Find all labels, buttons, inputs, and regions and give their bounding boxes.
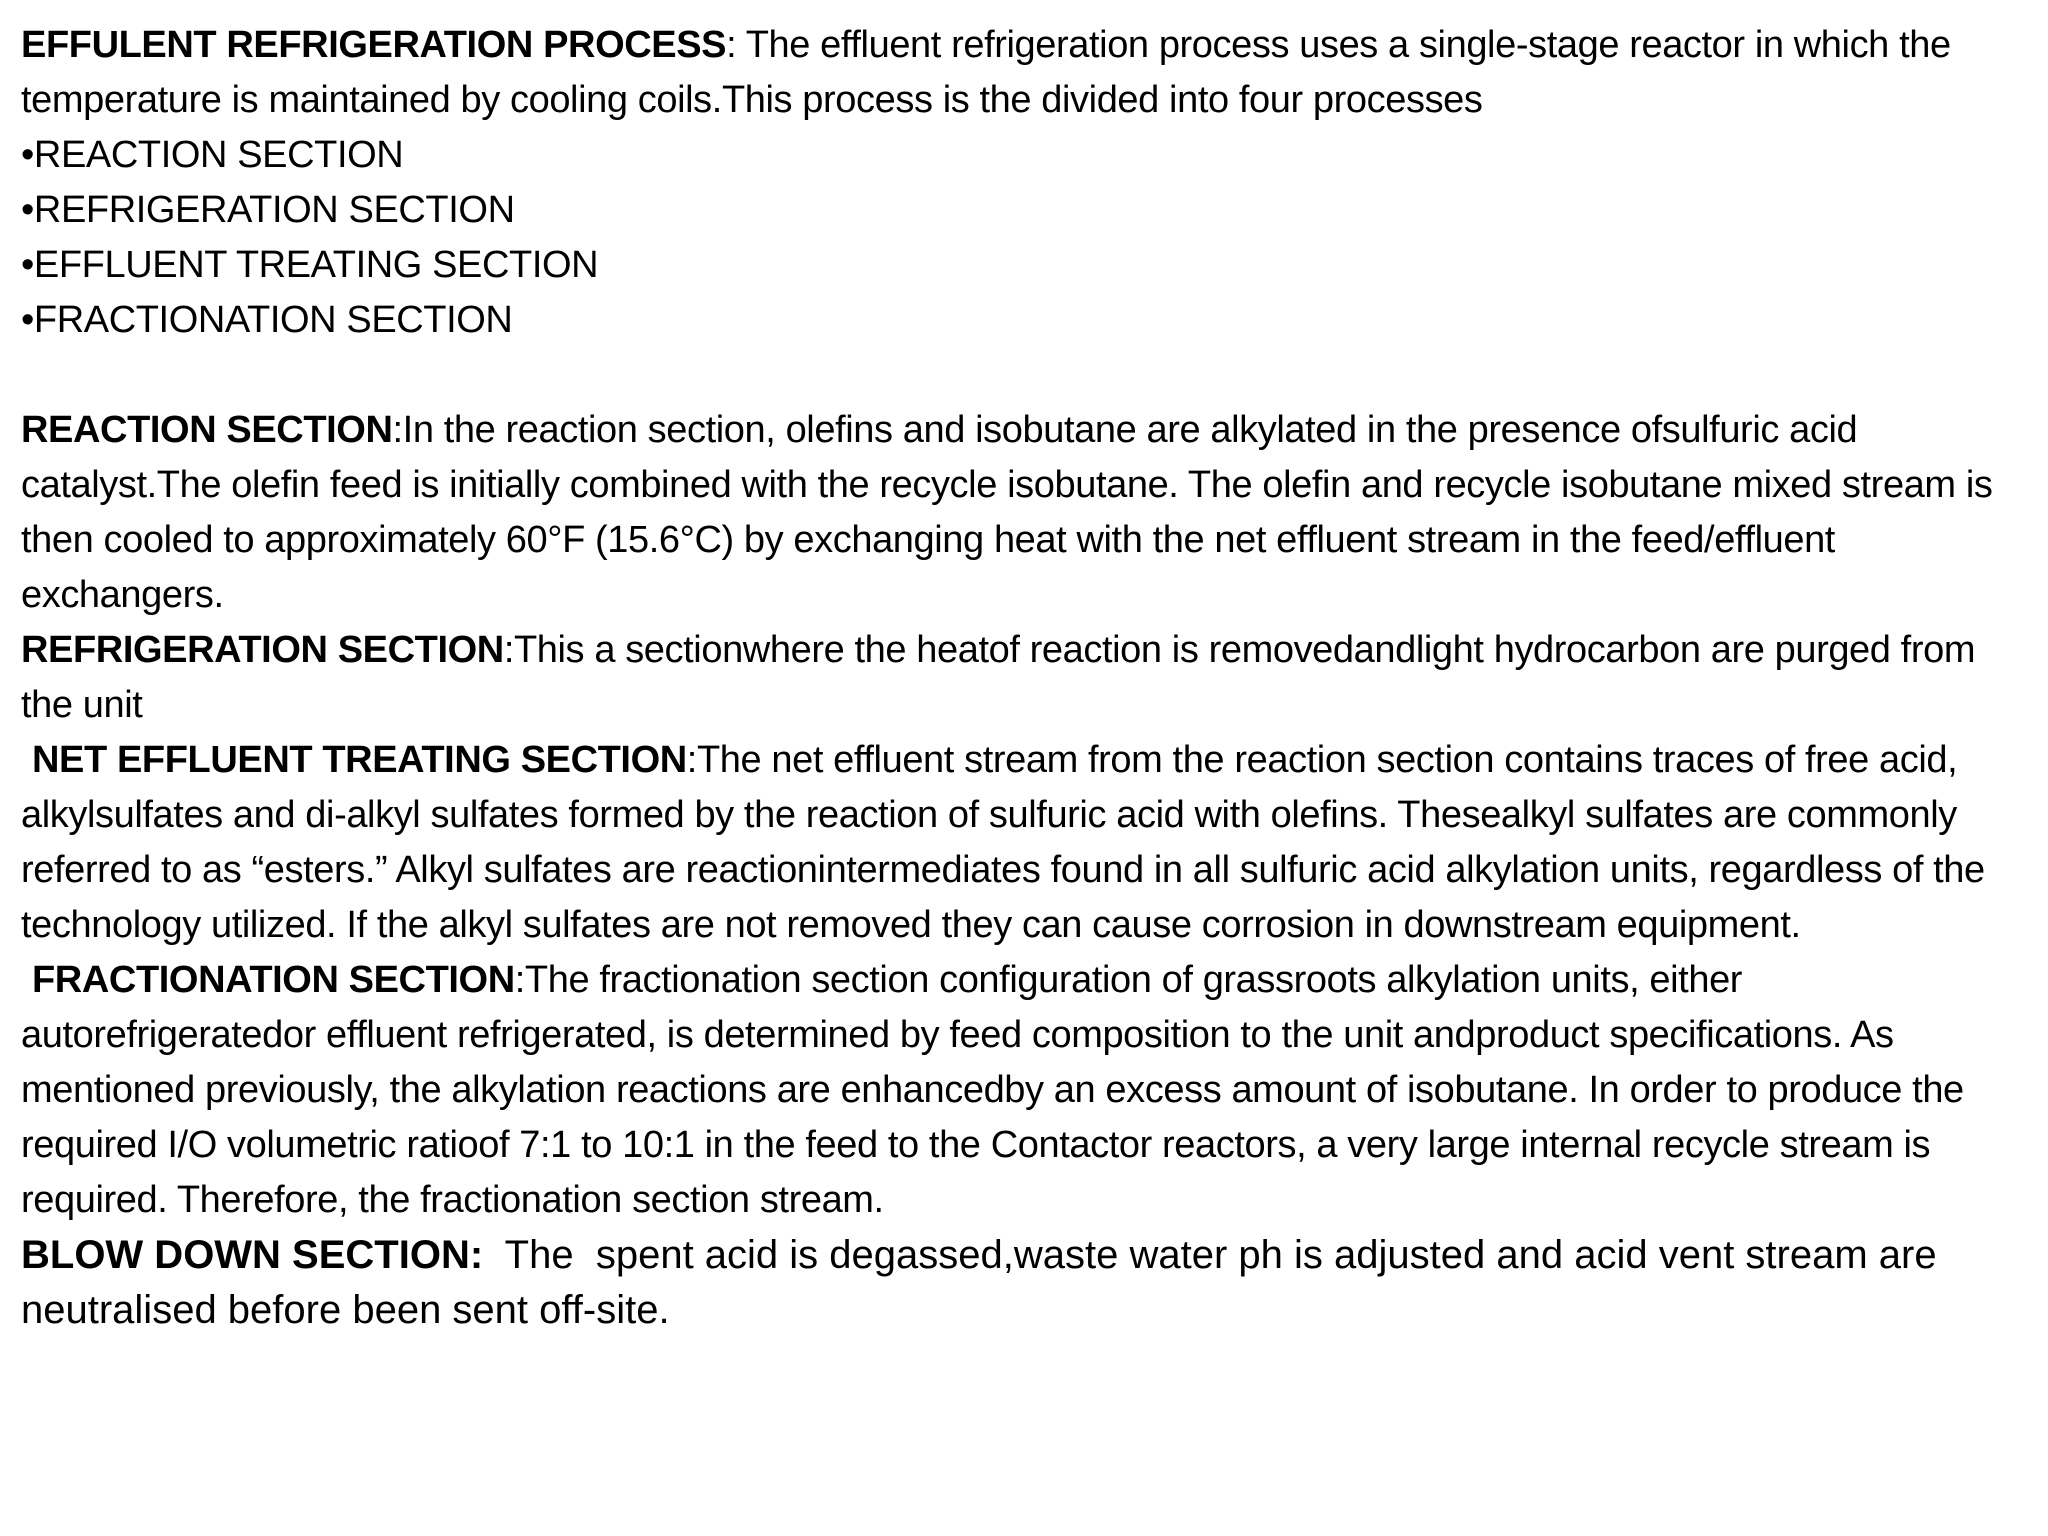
intro-text: : The effluent refrigeration process uses a single-stage reactor in which the temperature is maintained by cooling coils.This process is the divided into four processes [21,24,1951,121]
treating-section-heading: NET EFFLUENT TREATING SECTION [32,739,687,781]
intro-heading: EFFULENT REFRIGERATION PROCESS [21,24,727,66]
reaction-section-heading: REACTION SECTION [21,409,393,451]
list-item-reaction: •REACTION SECTION [21,134,404,176]
refrigeration-section-heading: REFRIGERATION SECTION [21,629,504,671]
process-list [21,128,2031,348]
blowdown-section-text: The spent acid is degassed,waste water ph is adjusted and acid vent stream are neutralised before been sent off-site. [21,1233,1948,1332]
fractionation-section-text: :The fractionation section configuration of grassroots alkylation units, either autorefrigeratedor effluent refrigerated, is determined by feed composition to the unit andproduct specifications. As mentioned previously, the alkylation reactions are enhancedby an excess amount of isobutane. In order to produce the required I/O volumetric ratioof 7:1 to 10:1 in the feed to the Contactor reactors, a very large internal recycle stream is required. Therefore, the fractionation section stream. [21,959,1964,1221]
reaction-section-paragraph [21,403,2031,623]
blank-line [21,348,2031,403]
slide-content [21,18,2031,1338]
treating-section-text: :The net effluent stream from the reaction section contains traces of free acid, alkylsulfates and di-alkyl sulfates formed by the reaction of sulfuric acid with olefins. Thesealkyl sulfates are commonly referred to as “esters.” Alkyl sulfates are reactionintermediates found in all sulfuric acid alkylation units, regardless of the technology utilized. If the alkyl sulfates are not removed they can cause corrosion in downstream equipment. [21,739,1985,946]
blowdown-section-heading: BLOW DOWN SECTION: [21,1233,484,1277]
list-item-fractionation: •FRACTIONATION SECTION [21,299,513,341]
intro-paragraph [21,18,2031,128]
reaction-section-text: :In the reaction section, olefins and isobutane are alkylated in the presence ofsulfuric acid catalyst.The olefin feed is initially combined with the recycle isobutane. The olefin and recycle isobutane mixed stream is then cooled to approximately 60°F (15.6°C) by exchanging heat with the net effluent stream in the feed/effluent exchangers. [21,409,1993,616]
fractionation-section-paragraph [21,953,2031,1228]
refrigeration-section-text: :This a sectionwhere the heatof reaction is removedandlight hydrocarbon are purged from the unit [21,629,1976,726]
treating-section-paragraph [21,733,2031,953]
fractionation-section-heading: FRACTIONATION SECTION [32,959,515,1001]
list-item-effluent-treating: •EFFLUENT TREATING SECTION [21,244,599,286]
blowdown-section-paragraph [21,1228,2031,1338]
list-item-refrigeration: •REFRIGERATION SECTION [21,189,515,231]
refrigeration-section-paragraph [21,623,2031,733]
